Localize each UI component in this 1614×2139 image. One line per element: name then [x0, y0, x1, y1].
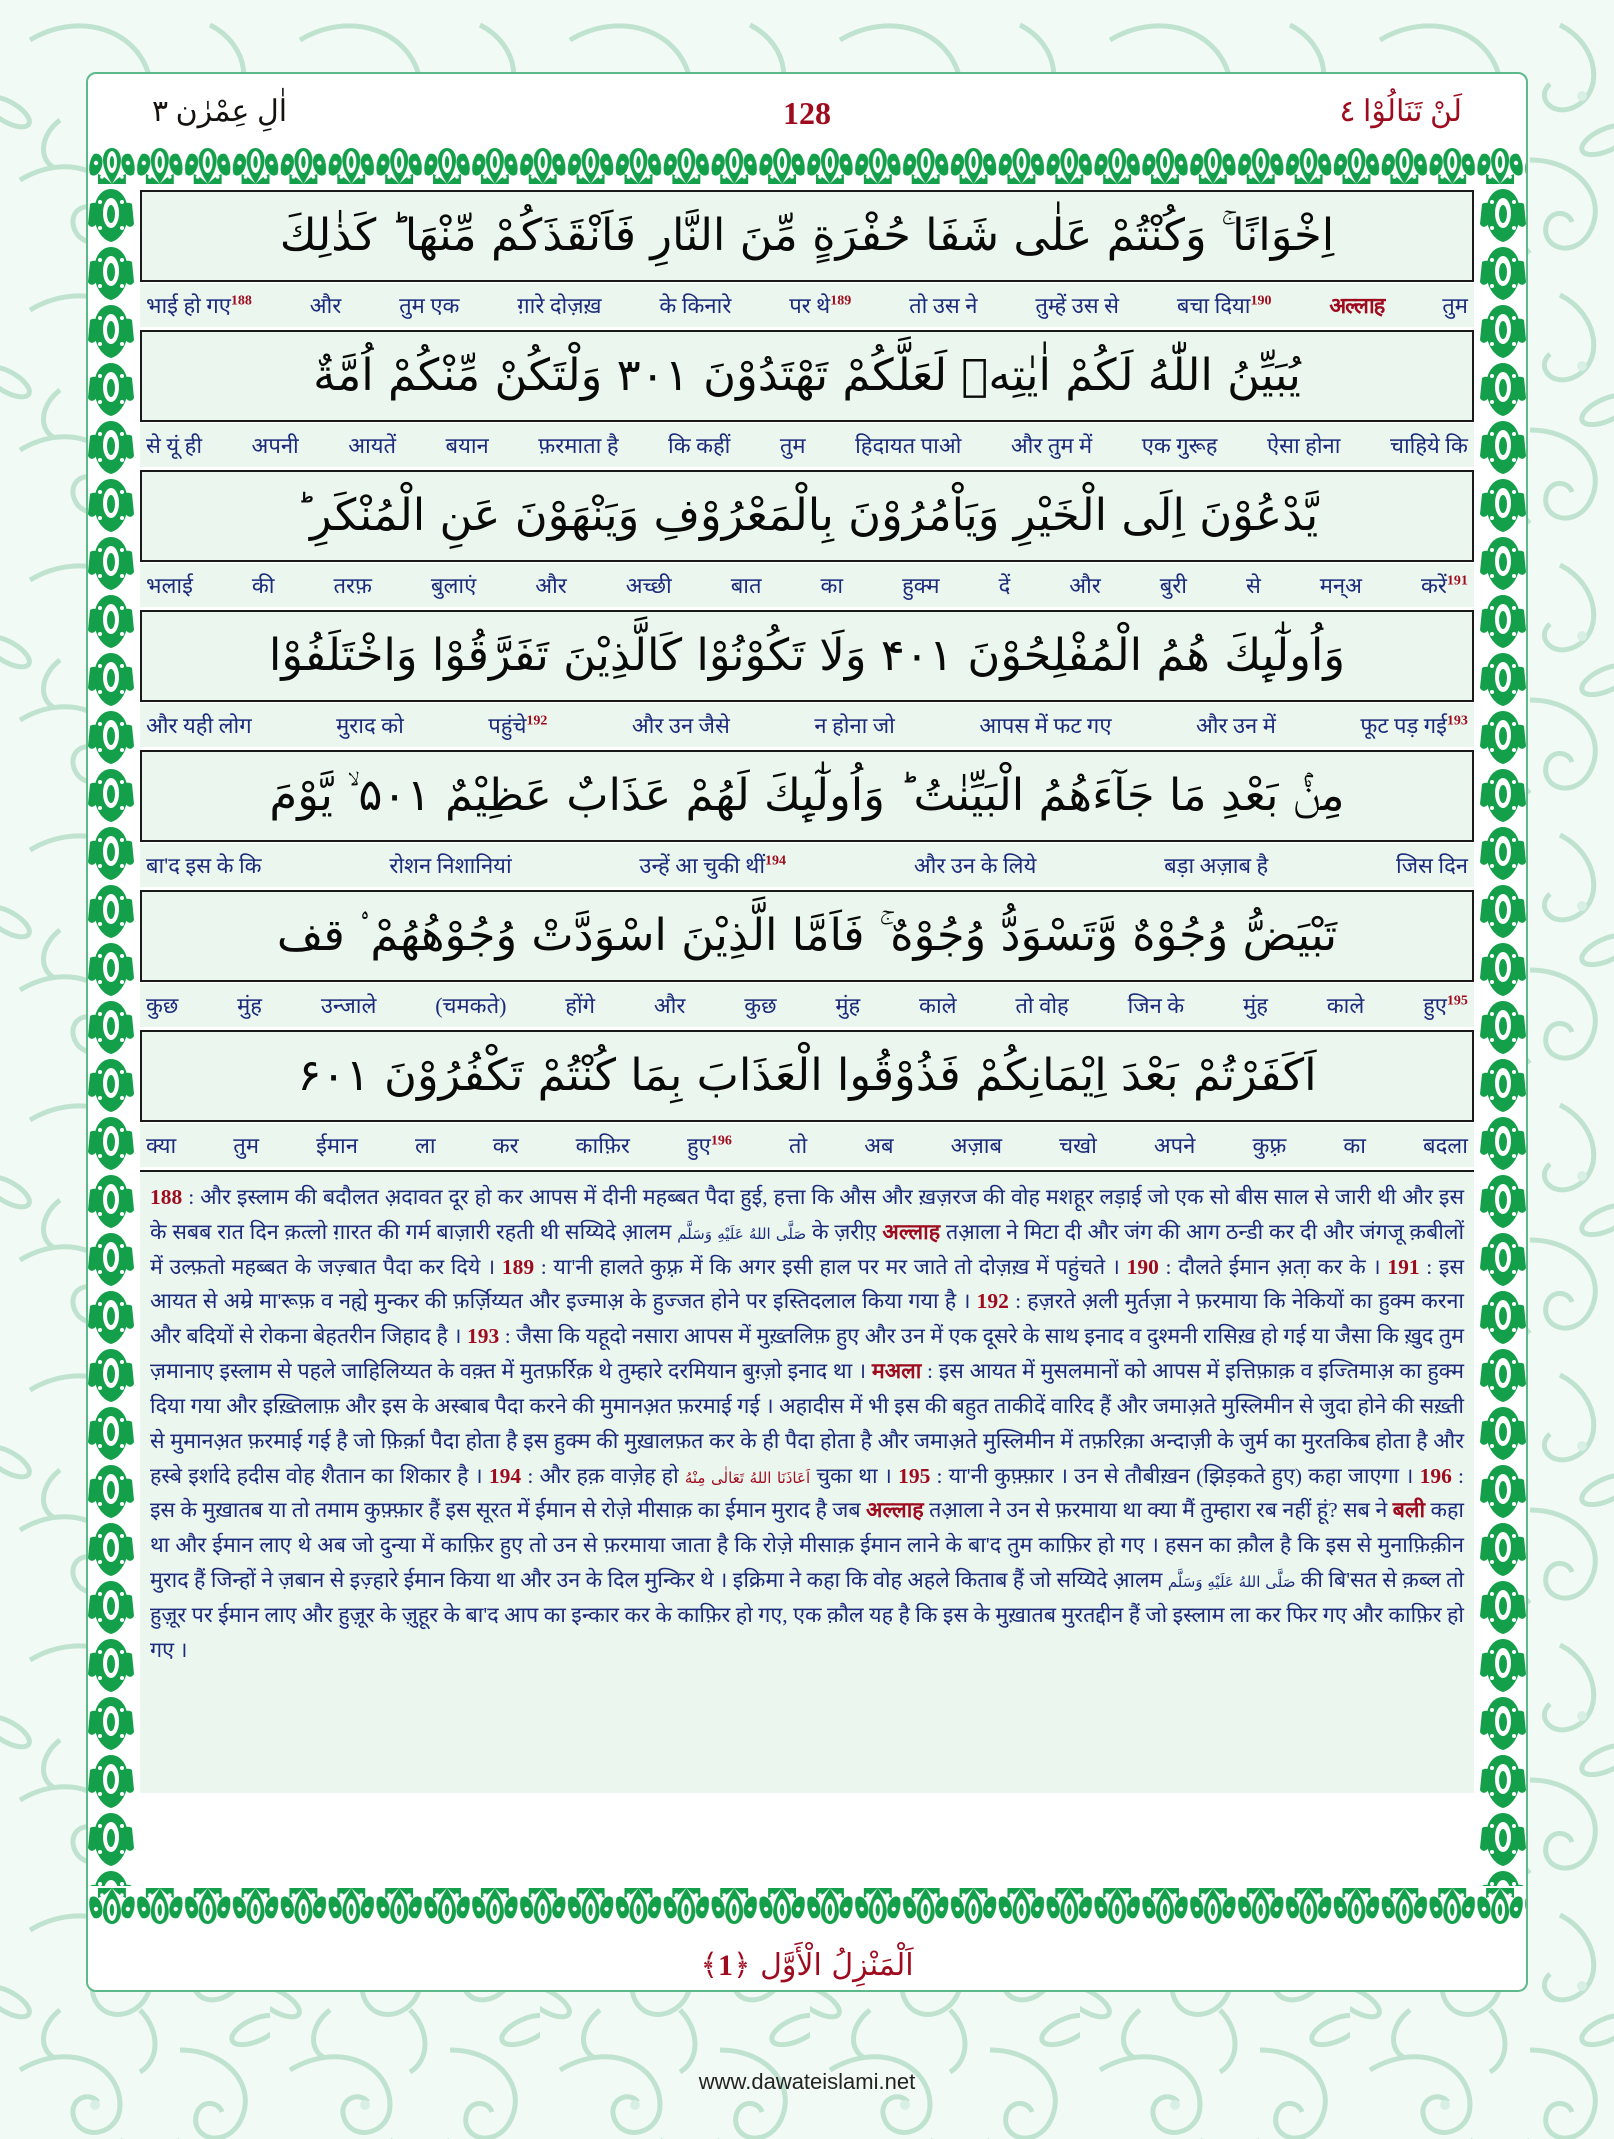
translation-line: [140, 283, 1474, 327]
translation-word: ग़ारे दोज़ख़: [517, 293, 602, 318]
translation-word: चखो: [1059, 1133, 1097, 1158]
manzil-label: [700, 1948, 913, 1983]
translation-word: तो: [788, 1133, 808, 1158]
ayah-arabic-text: وَاُولٰٓىِٕكَ هُمُ الْمُفْلِحُوْنَ ۱۰۴ وَلَا تَكُوْنُوْا كَالَّذِيْنَ تَفَرَّقُوْا وَاخْتَلَفُوْا: [268, 630, 1346, 682]
footnote-marker: 192: [526, 713, 548, 729]
ayah-arabic-text: مِنْۢ بَعْدِ مَا جَآءَهُمُ الْبَيِّنٰتُ ؕ وَاُولٰٓىِٕكَ لَهُمْ عَذَابٌ عَظِيْمٌ ۱۰۵ ۙ يَّوْمَ: [269, 770, 1345, 822]
footnote-marker: 196: [710, 1133, 732, 1149]
translation-word: उन्जाले: [320, 993, 377, 1018]
site-url: www.dawateislami.net: [698, 2069, 916, 2094]
translation-text: [146, 850, 1468, 880]
ayah-arabic-text: اِخْوَانًا ۚ وَكُنْتُمْ عَلٰى شَفَا حُفْرَةٍ مِّنَ النَّارِ فَاَنْقَذَكُمْ مِّنْهَا ؕ كَذٰلِكَ: [279, 210, 1335, 262]
translation-word: चाहिये कि: [1389, 433, 1468, 458]
manzil-text: اَلْمَنْزِلُ الْأَوَّل: [760, 1947, 914, 1983]
translation-text: [146, 1130, 1468, 1160]
translation-word: फूट पड़ गई$^{193}$: [1360, 713, 1468, 738]
translation-word: मुंह: [1243, 993, 1268, 1018]
translation-word: मुंह: [835, 993, 861, 1018]
translation-word: तो वोह: [1015, 993, 1069, 1018]
translation-word: भाई हो गए$^{188}$: [146, 293, 252, 318]
translation-word: काले: [1326, 993, 1365, 1018]
translation-word: तुम: [233, 1133, 259, 1158]
translation-word: अच्छी: [625, 573, 672, 598]
translation-word: आपस में फट गए: [979, 713, 1112, 738]
translation-word: और: [535, 573, 567, 598]
footnote-marker: 189: [830, 293, 852, 309]
translation-word: बयान: [445, 433, 489, 458]
surah-label: اٰلِ عِمْرٰن ٣: [152, 94, 288, 128]
ayah-block: [140, 750, 1474, 842]
translation-line: [140, 563, 1474, 607]
translation-word: अपनी: [251, 433, 299, 458]
ayah-arabic-text: يَّدْعُوْنَ اِلَى الْخَيْرِ وَيَاْمُرُوْنَ بِالْمَعْرُوْفِ وَيَنْهَوْنَ عَنِ الْمُنْكَرِ ؕ: [295, 490, 1319, 542]
manzil-bracket-close: ﴾: [700, 1947, 718, 1983]
translation-word: से: [1245, 573, 1261, 598]
translation-word: और उन के लिये: [913, 853, 1037, 878]
translation-word: (चमकते): [435, 993, 507, 1018]
translation-word: का: [820, 573, 844, 598]
translation-text: [146, 710, 1468, 740]
translation-word: बुरी: [1159, 573, 1187, 598]
translation-line: [140, 703, 1474, 747]
translation-word: और तुम में: [1010, 433, 1093, 458]
translation-word: बात: [730, 573, 762, 598]
translation-word: हुए$^{196}$: [686, 1133, 732, 1158]
translation-word: करें$^{191}$: [1420, 573, 1468, 598]
translation-word: अपने: [1153, 1133, 1196, 1158]
page-body: [88, 186, 1526, 1886]
footnotes-block: 188 : और इस्लाम की बदौलत अ़दावत दूर हो कर आपस में दीनी महब्बत पैदा हुई, हत्ता कि औस और ख़ज़रज की वोह मशहूर लड़ाई जो एक सो बीस साल से जारी थी और इस के सबब रात दिन क़त्लो ग़ारत की गर्म बाज़ारी रहती थी सय्यिदे आ़लम صَلَّى اللهُ عَلَيْهِ وَسَلَّم के ज़रीए़ अल्लाह तआ़ला ने मिटा दी और जंग की आग ठन्डी कर दी और जंगजू क़बीलों में उल्फ़तो महब्बत के जज़्बात पैदा कर दिये । 189 : या'नी हालते कुफ़्र में कि अगर इसी हाल पर मर जाते तो दोज़ख़ में पहुंचते । 190 : दौलते ईमान अ़ता़ कर के । 191 : इस आयत से अम्रे मा'रूफ़ व नह्ये मुन्कर की फ़र्ज़िय्यत और इज्माअ़ के हुज्जत होने पर इस्तिदलाल किया गया है । 192 : हज़रते अ़ली मुर्तज़ा ने फ़रमाया कि नेकियों का हुक्म करना और बदियों से रोकना बेहतरीन जिहाद है । 193 : जैसा कि यहूदो नसारा आपस में मुख़्तलिफ़ हुए और उन में एक दूसरे के साथ इनाद व दुश्मनी रासिख़ हो गई या जैसा कि ख़ुद तुम ज़माना​ए इस्लाम से पहले जाहिलिय्यत के वक़्त में मुतफ़र्रिक़ थे तुम्हारे दरमियान बुग़्ज़ो इनाद था । मअला : इस आयत में मुसलमानों को आपस में इत्तिफ़ाक़ व इज्तिमाअ़ का हुक्म दिया गया और इख़्तिलाफ़ और इस के अस्बाब पैदा करने की मुमानअ़त फ़रमाई गई । अहादीस में भी इस की बहुत ताकीदें वारिद हैं और जमाअ़ते मुस्लिमीन से जुदा होने की सख़्ती से मुमानअ़त फ़रमाई गई है जो फ़िर्क़ा पैदा होता है इस हुक्म की मुख़ालफ़त कर के ही पैदा होता है और जमाअ़ते मुस्लिमीन में तफ़रिक़ा अन्दाज़ी के जुर्म का मुरतकिब होता है और हस्बे इर्शादे हदीस वोह शैतान का शिकार है । 194 : और हक़ वाज़ेह हो اَعَاذَنَا اللهُ تَعَالٰى مِنْهُ चुका था । 195 : या'नी कुफ़्फ़ार । उन से तौबीख़न (झिड़कते हुए) कहा जाएगा । 196 : इस के मुख़ातब या तो तमाम कुफ़्फ़ार हैं इस सूरत में ईमान से रोज़े मीसाक़ का ईमान मुराद है जब अल्लाह तआ़ला ने उन से फ़रमाया था क्या मैं तुम्हारा रब नहीं हूं? सब ने बली कहा था और ईमान लाए थे अब जो दुन्या में काफ़िर हुए तो उन से फ़रमाया जाता है कि रोज़े मीसाक़ ईमान लाने के बा'द तुम काफ़िर हो गए । हसन का क़ौल है कि इस से मुनाफ़िक़ीन मुराद हैं जिन्हों ने ज़बान से इज़्हारे ईमान किया था और उन के दिल मुन्किर थे । इक्रिमा ने कहा कि वोह अहले किताब हैं जो सय्यिदे आ़लम صَلَّى اللهُ عَلَيْهِ وَسَلَّم की बि'सत से क़ब्ल तो हुज़ूर पर ईमान लाए और हुज़ूर के ज़ुहूर के बा'द आप का इन्कार कर के काफ़िर हो गए, एक क़ौल यह है कि इस के मुख़ातब मुरतद्दीन हैं जो इस्लाम ला कर फिर गए और काफ़िर हो गए ।: [140, 1170, 1474, 1793]
translation-word: काले: [919, 993, 957, 1018]
translation-word: कुछ: [146, 993, 179, 1018]
manzil-number: 1: [717, 1948, 733, 1982]
bottom-ornament-band: [88, 1886, 1526, 1926]
translation-word: न होना जो: [814, 713, 895, 738]
translation-line: [140, 983, 1474, 1027]
translation-word: से यूं ही: [146, 433, 203, 458]
translation-word: रोशन निशानियां: [389, 853, 512, 878]
ayah-block: [140, 1030, 1474, 1122]
translation-word: हिदायत पाओ: [855, 433, 962, 458]
translation-word: एक गुरूह: [1141, 433, 1218, 458]
translation-word: अल्लाह: [1329, 293, 1385, 318]
translation-text: [146, 290, 1468, 320]
translation-word: और: [1069, 573, 1101, 598]
translation-word: होंगे: [565, 993, 596, 1018]
top-ornament-band: [88, 146, 1526, 186]
ayah-block: [140, 470, 1474, 562]
page-footer: [88, 1926, 1526, 1992]
translation-word: बचा दिया$^{190}$: [1176, 293, 1272, 318]
translation-word: अब: [864, 1133, 894, 1158]
translation-word: अज़ाब: [950, 1133, 1003, 1158]
translation-word: बुलाएं: [430, 573, 477, 598]
translation-word: कर: [492, 1133, 519, 1158]
ayah-block: [140, 890, 1474, 982]
translation-word: मुंह: [237, 993, 262, 1018]
footnote-marker: 195: [1446, 993, 1468, 1009]
translation-word: बड़ा अज़ाब है: [1164, 853, 1269, 878]
footnote-marker: 190: [1250, 293, 1272, 309]
translation-text: [146, 430, 1468, 460]
translation-word: तरफ़: [333, 573, 372, 598]
translation-word: ईमान: [316, 1133, 358, 1158]
translation-word: बदला: [1423, 1133, 1468, 1158]
translation-word: ला: [415, 1133, 436, 1158]
page-header: [88, 74, 1526, 146]
footnote-marker: 194: [765, 853, 787, 869]
ayah-column: [134, 186, 1480, 1886]
right-side-ornament: [1480, 186, 1526, 1886]
translation-word: उन्हें आ चुकी थीं$^{194}$: [639, 853, 787, 878]
footnote-marker: 191: [1446, 573, 1468, 589]
translation-word: और उन में: [1195, 713, 1276, 738]
translation-word: पहुंचे$^{192}$: [488, 713, 548, 738]
ayah-block: [140, 330, 1474, 422]
translation-word: तुम्हें उस से: [1035, 293, 1120, 318]
translation-word: मुराद को: [336, 713, 404, 738]
translation-word: के किनारे: [659, 293, 732, 318]
translation-word: भलाई: [146, 573, 193, 598]
translation-word: काफ़िर: [575, 1133, 630, 1158]
ayah-arabic-text: تَبْيَضُّ وُجُوْهٌ وَّتَسْوَدُّ وُجُوْهٌ ۚ فَاَمَّا الَّذِيْنَ اسْوَدَّتْ وُجُوْهُهُمْ ۟ قف: [276, 910, 1338, 962]
translation-word: फ़रमाता है: [538, 433, 619, 458]
translation-word: और यही लोग: [146, 713, 252, 738]
manzil-bracket-open: ﴿: [732, 1947, 751, 1983]
translation-word: तुम: [1442, 293, 1468, 318]
ayah-arabic-text: يُبَيِّنُ اللّٰهُ لَكُمْ اٰيٰتِهٖ لَعَلَّكُمْ تَهْتَدُوْنَ ۱۰۳ وَلْتَكُنْ مِّنْكُمْ اُمَّةٌ: [313, 350, 1301, 402]
translation-word: हुक्म: [902, 573, 940, 598]
translation-word: कुफ़्र: [1252, 1133, 1287, 1158]
footnote-marker: 193: [1446, 713, 1468, 729]
translation-word: तो उस ने: [909, 293, 978, 318]
translation-word: आयतें: [348, 433, 397, 458]
translation-word: और: [309, 293, 342, 318]
translation-word: कि कहीं: [668, 433, 731, 458]
translation-line: [140, 423, 1474, 467]
quran-page-content: [86, 72, 1528, 1992]
translation-line: [140, 843, 1474, 887]
translation-word: मन्अ: [1319, 573, 1362, 598]
footnote-marker: 188: [230, 293, 252, 309]
translation-word: कुछ: [744, 993, 777, 1018]
translation-word: और उन जैसे: [631, 713, 730, 738]
left-side-ornament: [88, 186, 134, 1886]
translation-word: हुए$^{195}$: [1423, 993, 1468, 1018]
translation-word: का: [1343, 1133, 1366, 1158]
translation-word: पर थे$^{189}$: [789, 293, 852, 318]
ayah-block: [140, 190, 1474, 282]
translation-word: और: [653, 993, 686, 1018]
translation-word: की: [251, 573, 275, 598]
translation-word: ऐसा होना: [1266, 433, 1341, 458]
ayah-arabic-text: اَكَفَرْتُمْ بَعْدَ اِيْمَانِكُمْ فَذُوْقُوا الْعَذَابَ بِمَا كُنْتُمْ تَكْفُرُوْنَ ۱۰۶: [297, 1050, 1317, 1102]
translation-word: क्या: [146, 1133, 177, 1158]
translation-word: बा'द इस के कि: [146, 853, 262, 878]
translation-word: तुम एक: [399, 293, 460, 318]
ayah-block: [140, 610, 1474, 702]
translation-word: जिन के: [1127, 993, 1185, 1018]
translation-text: [146, 570, 1468, 600]
translation-word: दें: [998, 573, 1011, 598]
translation-text: [146, 990, 1468, 1020]
translation-line: [140, 1123, 1474, 1167]
translation-word: जिस दिन: [1396, 853, 1468, 878]
juz-label: لَنْ تَنَالُوْا ٤: [1339, 94, 1462, 128]
translation-word: तुम: [779, 433, 806, 458]
page-number: 128: [783, 94, 831, 131]
